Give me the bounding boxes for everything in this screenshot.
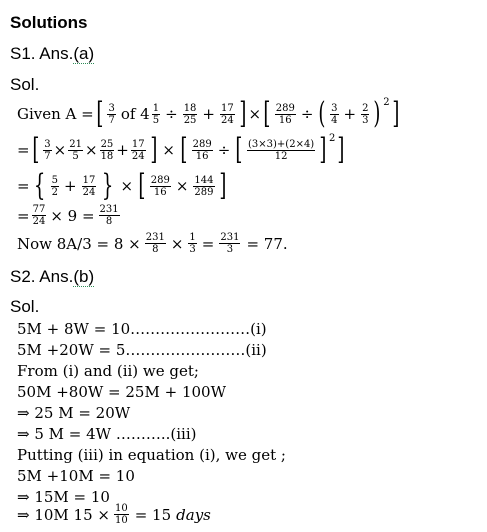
fraction: $\frac{5}{2}$	[51, 174, 59, 198]
s2-answer	[10, 267, 94, 287]
fraction: $\frac{21}{5}$	[69, 138, 82, 162]
s2-line-8: 5M +10M = 10	[17, 467, 135, 485]
fraction: $\frac{25}{18}$	[100, 138, 114, 162]
s2-line-7: Putting (iii) in equation (i), we get ;	[17, 446, 286, 464]
s2-line-1: 5M + 8W = 10……………………(i)	[17, 320, 267, 338]
s1-math-line-4: = $\frac{77}{24}$ × 9 = $\frac{231}{8}$	[17, 204, 119, 227]
fraction: $\frac{289}{16}$	[192, 138, 212, 162]
s1-label: S1. Ans.	[10, 44, 74, 63]
s2-line-10: ⇒ 10M 15 × $\frac{10}{10}$ = 15 days	[17, 503, 211, 526]
s2-line-3: From (i) and (ii) we get;	[17, 362, 199, 380]
s1-answer-value: (a)	[73, 44, 95, 63]
fraction: $\frac{3}{7}$	[108, 102, 115, 126]
fraction: $\frac{77}{24}$	[32, 204, 46, 227]
fraction: $\frac{289}{16}$	[275, 102, 295, 126]
s1-math-line-1: Given A = [ $\frac{3}{7}$ of 4 $\frac{1}{5}$ ÷ $\frac{18}{25}$ + $\frac{17}{24}$ ] × [ $\frac{289}{16}$ ÷ ( $\frac{3}{4}$ + $\frac{2}{3}$ ) 2 ]	[17, 96, 399, 131]
s1-math-line-3: = { $\frac{5}{2}$ + $\frac{17}{24}$ } × [ $\frac{289}{16}$ × $\frac{144}{289}$ ]	[17, 168, 226, 203]
s1-math-line-2: = [ $\frac{3}{7}$ × $\frac{21}{5}$ × $\frac{25}{18}$ + $\frac{17}{24}$ ] × [ $\frac{289}{16}$ ÷ [ $\frac{(3\times 3)+(2\times 4)}{12}$ ] 2 ]	[17, 132, 345, 167]
s2-line-4: 50M +80W = 25M + 100W	[17, 383, 226, 401]
fraction: $\frac{3}{7}$	[44, 138, 51, 162]
s1-math-line-5: Now 8A/3 = 8 × $\frac{231}{8}$ × $\frac{1}{3}$ = $\frac{231}{3}$ = 77.	[17, 232, 288, 255]
fraction: $\frac{1}{5}$	[152, 102, 160, 126]
fraction: $\frac{(3\times 3)+(2\times 4)}{12}$	[248, 138, 315, 162]
fraction: $\frac{289}{16}$	[150, 174, 170, 198]
fraction: $\frac{17}{24}$	[131, 138, 145, 162]
fraction: $\frac{231}{8}$	[145, 232, 165, 255]
fraction: $\frac{10}{10}$	[114, 503, 128, 526]
s2-line-2: 5M +20W = 5……………………(ii)	[17, 341, 267, 359]
fraction: $\frac{2}{3}$	[362, 102, 369, 126]
fraction: $\frac{18}{25}$	[183, 102, 197, 126]
s2-line-9: ⇒ 15M = 10	[17, 488, 110, 506]
s2-line-6: ⇒ 5 M = 4W ………..(iii)	[17, 425, 197, 443]
s1-sol-label: Sol.	[10, 75, 40, 94]
text-given-a: Given A =	[17, 105, 94, 123]
fraction: $\frac{17}{24}$	[82, 174, 96, 198]
s2-sol-label: Sol.	[10, 297, 40, 316]
text-of: of 4	[120, 105, 150, 123]
fraction: $\frac{231}{8}$	[99, 204, 119, 227]
s2-line-5: ⇒ 25 M = 20W	[17, 404, 131, 422]
fraction: $\frac{17}{24}$	[221, 102, 234, 126]
solutions-heading: Solutions	[10, 13, 88, 32]
s2-label: S2. Ans.	[10, 267, 74, 286]
s2-answer-value: (b)	[73, 267, 95, 286]
fraction: $\frac{3}{4}$	[331, 102, 338, 126]
s1-answer	[10, 44, 94, 64]
fraction: $\frac{144}{289}$	[194, 174, 214, 198]
fraction: $\frac{1}{3}$	[189, 232, 196, 255]
fraction: $\frac{231}{3}$	[220, 232, 240, 255]
